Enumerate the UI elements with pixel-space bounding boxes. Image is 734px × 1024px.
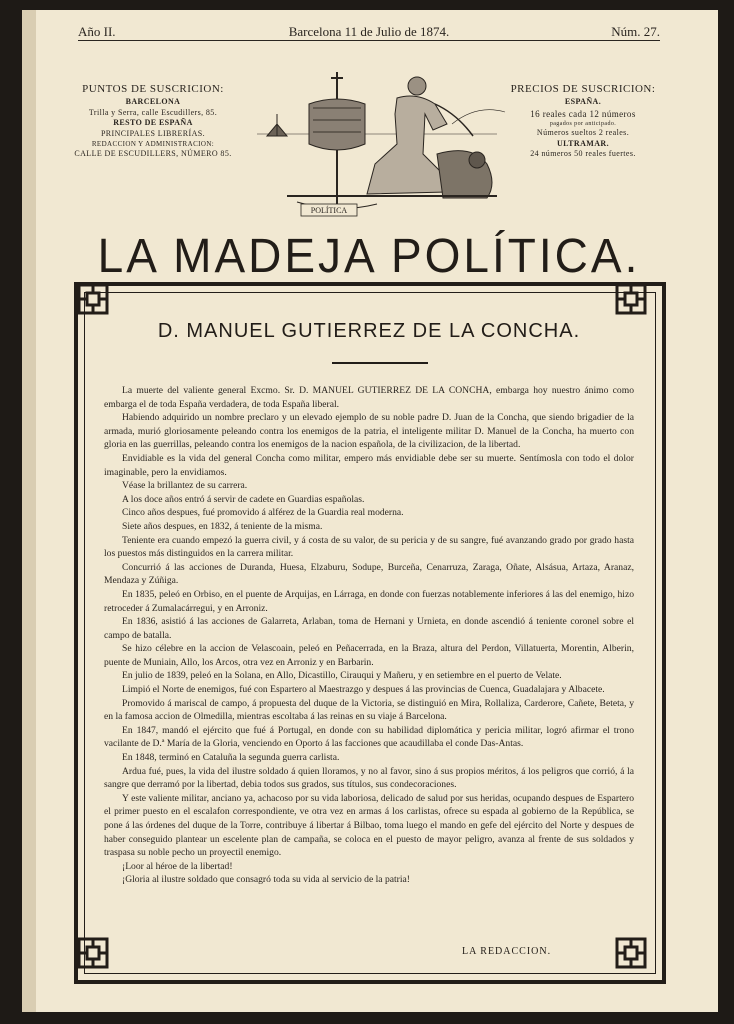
points-line: BARCELONA <box>125 96 181 106</box>
corner-ornament <box>614 936 648 970</box>
prices-line: 16 reales cada 12 números <box>530 108 636 119</box>
points-line: RESTO DE ESPAÑA <box>113 118 193 128</box>
article-paragraph: Y este valiente militar, anciano ya, achacoso por su vida laboriosa, delicado de salud por sus heridas, ocupando despues de Espartero el primer puesto en el escalafon correspondiente, ve otra vez en armas á los carlistas, ofrece su espada al gobierno de la República, se pone á las órdenes del duque de la Torre, contribuye á libertar á Bilbao, toma luego el mando en gefe del ejército del Norte y despues de haber conseguido plantear un escelente plan de campaña, se coloca en el puesto de mayor peligro, avanza al frente de sus soldados y traspasa su noble pecho un proyectil enemigo. <box>104 792 634 859</box>
subscription-prices <box>498 82 668 160</box>
article-body <box>104 384 634 887</box>
article-paragraph: En 1847, mandó el ejército que fué á Portugal, en donde con su habilidad diplomática y pericia militar, logró afirmar el trono vacilante de D.ª María de la Gloria, venciendo en Oporto á las facciones que acaudillaba el conde Das-Antas. <box>104 724 634 750</box>
prices-line: 24 números 50 reales fuertes. <box>530 149 636 159</box>
article-paragraph: En 1835, peleó en Orbiso, en el puente de Arquijas, en Lárraga, en donde con fuerzas notablemente inferiores á las del enemigo, hizo retroceder á Zumalacárregui, y en Arroniz. <box>104 588 634 614</box>
article-paragraph: Habiendo adquirido un nombre preclaro y un elevado ejemplo de su noble padre D. Juan de la Concha, que siendo brigadier de la armada, murió gloriosamente peleando contra los enemigos de la patria, el inteligente militar D. Manuel de la Concha, ha muerto con gloria en las guerrillas, peleando contra los enemigos de la nacion española, de la civilizacion, de la libertad. <box>104 412 634 451</box>
corner-ornament <box>76 936 110 970</box>
article-paragraph: Promovido á mariscal de campo, á propuesta del duque de la Victoria, se distinguió en Mira, Rollaliza, Carderore, Cañete, Beteta, y en la famosa accion de Olmedilla, mientras escoltaba á las reinas en su viaje á Barcelona. <box>104 697 634 723</box>
article-paragraph: En 1848, terminó en Cataluña la segunda guerra carlista. <box>122 752 340 764</box>
article-paragraph: Concurrió á las acciones de Duranda, Huesa, Elzaburu, Sodupe, Burceña, Cenarruza, Zaraga, Oñate, Alsásua, Artaza, Aranaz, Mendaza y Zúñiga. <box>104 561 634 587</box>
article-paragraph: ¡Loor al héroe de la libertad! <box>122 860 233 872</box>
points-line: REDACCION Y ADMINISTRACION: <box>91 140 215 149</box>
newspaper-page <box>22 10 718 1012</box>
article-paragraph: ¡Gloria al ilustre soldado que consagró toda su vida al servicio de la patria! <box>122 874 410 886</box>
header-rule <box>78 40 660 41</box>
issue-number: Núm. 27. <box>611 24 660 39</box>
article-paragraph: Limpió el Norte de enemigos, fué con Espartero al Maestrazgo y despues á las provincias de Cuenca, Guadalajara y Albacete. <box>122 684 605 696</box>
date-label: Barcelona 11 de Julio de 1874. <box>288 24 450 39</box>
article-title: D. MANUEL GUTIERREZ DE LA CONCHA. <box>157 320 581 342</box>
points-line: Trilla y Serra, calle Escudillers, 85. <box>88 107 218 117</box>
title-rule <box>332 362 428 364</box>
vignette-banner: POLÍTICA <box>310 206 348 215</box>
prices-line: ULTRAMAR. <box>557 138 609 148</box>
prices-line: Números sueltos 2 reales. <box>536 127 630 137</box>
article-paragraph: Siete años despues, en 1832, á teniente de la misma. <box>122 520 323 532</box>
article-paragraph: En 1836, asistió á las acciones de Galarreta, Arlaban, toma de Hernani y Urnieta, en donde ascendió á teniente coronel sobre el campo de batalla. <box>104 616 634 641</box>
subscription-points-heading: PUNTOS DE SUSCRICION: <box>82 83 224 95</box>
article-paragraph: Ardua fué, pues, la vida del ilustre soldado á quien lloramos, y no al favor, sino á sus propios méritos, á los peligros que corrió, á la sangre que derramó por la libertad, debia todos sus grados, sus títulos, sus condecoraciones. <box>104 765 634 791</box>
corner-ornament <box>76 282 110 316</box>
signature: LA REDACCION. <box>462 946 552 957</box>
points-line: CALLE DE ESCUDILLERS, NÚMERO 85. <box>74 149 232 159</box>
article-paragraph: Véase la brillantez de su carrera. <box>122 480 248 492</box>
article-paragraph: A los doce años entró á servir de cadete en Guardias españolas. <box>122 493 365 505</box>
article-paragraph: En julio de 1839, peleó en la Solana, en Allo, Dicastillo, Cirauqui y Mañeru, y en setiembre en el puerto de Velate. <box>122 670 562 682</box>
page-gutter <box>22 10 36 1012</box>
masthead-title: LA MADEJA POLÍTICA. <box>97 227 641 283</box>
allegory-vignette <box>247 64 507 224</box>
article-paragraph: Cinco años despues, fué promovido á alférez de la Guardia real moderna. <box>122 507 404 519</box>
prices-line: ESPAÑA. <box>564 96 602 106</box>
subscription-prices-heading: PRECIOS DE SUSCRICION: <box>510 83 656 95</box>
article-paragraph: Teniente era cuando empezó la guerra civil, y á costa de su valor, de su pericia y de su sangre, fué avanzando grado por grado hasta los puestos más distinguidos en la carrera militar. <box>104 534 634 560</box>
points-line: PRINCIPALES LIBRERÍAS. <box>100 129 206 139</box>
article-paragraph: Envidiable es la vida del general Concha como militar, empero más envidiable debe ser su muerte. Sentímosla con todo el dolor imaginable, pero la envidiamos. <box>104 452 634 478</box>
article-paragraph: Se hizo célebre en la accion de Velascoain, peleó en Peñacerrada, en la Braza, altura del Perdon, Villatuerta, Morentin, Alberin, puente de Muniain, Allo, los Arcos, otra vez en Arroniz y en Barbarin. <box>104 643 634 668</box>
article-paragraph: La muerte del valiente general Excmo. Sr. D. MANUEL GUTIERREZ DE LA CONCHA, embarga hoy nuestro ánimo como embarga el de toda España verdadera, de toda España liberal. <box>104 385 634 410</box>
subscription-points <box>68 82 238 160</box>
year-label: Año II. <box>78 24 116 39</box>
prices-line: pagados por anticipado. <box>549 120 617 127</box>
corner-ornament <box>614 282 648 316</box>
